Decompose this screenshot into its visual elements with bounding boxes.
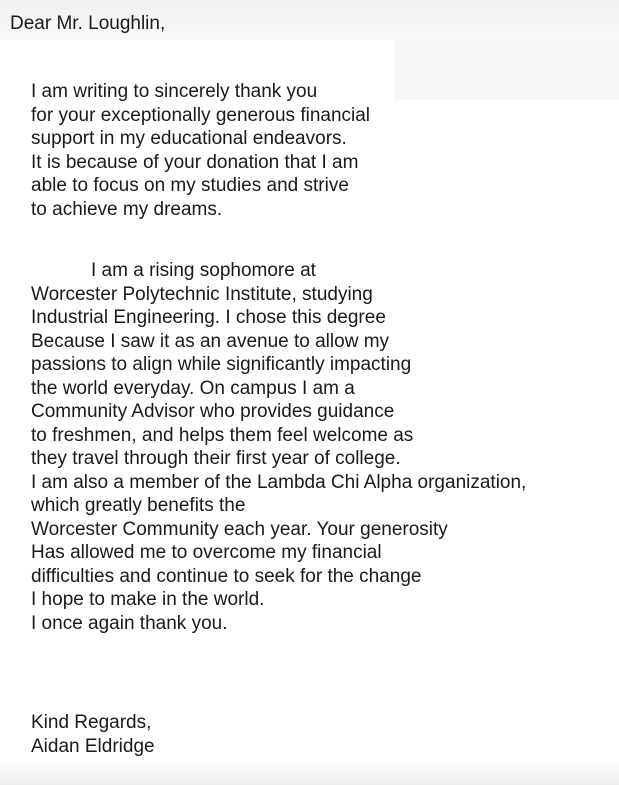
paragraph-line: I once again thank you.: [31, 612, 228, 634]
paragraph-line: they travel through their first year of college.: [31, 448, 401, 469]
paragraph-line: support in my educational endeavors.: [31, 128, 347, 149]
paragraph-line: the world everyday. On campus I am a: [31, 377, 355, 399]
paragraph-line: Worcester Community each year. Your generosity: [31, 518, 448, 540]
paragraph-line: for your exceptionally generous financial: [31, 104, 371, 126]
closing-phrase: Kind Regards,: [31, 712, 152, 733]
paragraph-thanks: [31, 80, 370, 221]
paragraph-line: difficulties and continue to seek for the change: [31, 565, 422, 587]
closing-block: [31, 711, 155, 759]
paragraph-line: I am also a member of the Lambda Chi Alpha organization,: [31, 471, 527, 493]
paragraph-line: which greatly benefits the: [31, 495, 246, 516]
paragraph-line: able to focus on my studies and strive: [31, 175, 349, 196]
paragraph-line: Industrial Engineering. I chose this degree: [31, 307, 386, 328]
paragraph-background: [31, 259, 526, 635]
paragraph-line: It is because of your donation that I am: [31, 151, 359, 173]
paragraph-line: Worcester Polytechnic Institute, studying: [31, 283, 373, 305]
paragraph-line: passions to align while significantly impacting: [31, 354, 412, 375]
paragraph-line: Because I saw it as an avenue to allow my: [31, 330, 390, 352]
signature-name: Aidan Eldridge: [31, 736, 155, 757]
salutation: Dear Mr. Loughlin,: [10, 13, 166, 34]
scan-shadow-bottom: [0, 760, 619, 785]
paragraph-line: to freshmen, and helps them feel welcome as: [31, 424, 414, 446]
scan-shadow-patch: [395, 40, 619, 100]
paragraph-line: I hope to make in the world.: [31, 589, 265, 610]
paragraph-line: I am writing to sincerely thank you: [31, 81, 318, 102]
paragraph-line: Community Advisor who provides guidance: [31, 401, 395, 422]
paragraph-line: I am a rising sophomore at: [91, 260, 316, 281]
paragraph-line: to achieve my dreams.: [31, 198, 223, 220]
paragraph-line: Has allowed me to overcome my financial: [31, 542, 382, 563]
